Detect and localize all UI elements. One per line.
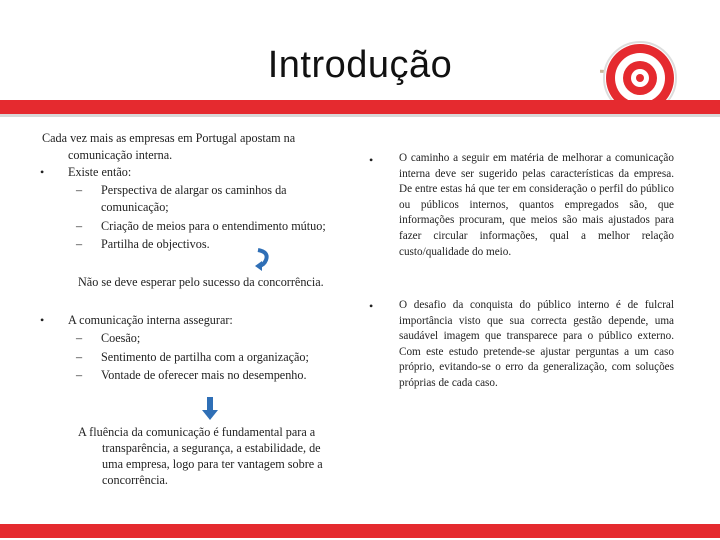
intro-line-2: comunicação interna. — [68, 148, 173, 162]
bottom-red-divider — [0, 524, 720, 538]
curved-arrow-icon — [255, 246, 271, 277]
bullet-dot: • — [40, 313, 45, 327]
fluencia-line-1: A fluência da comunicação é fundamental para a — [78, 425, 316, 439]
fluencia-line-4: concorrência. — [102, 473, 168, 487]
slide-title: Introdução — [267, 44, 453, 86]
sub-item-criacao: Criação de meios para o entendimento mútuo; — [101, 219, 326, 233]
sub-item-perspectiva-1: Perspectiva de alargar os caminhos da — [101, 183, 287, 197]
sub-item-vontade: Vontade de oferecer mais no desempenho. — [101, 368, 307, 382]
right-paragraph-1: O caminho a seguir em matéria de melhorar a comunicação interna deve ser sugerido pelas características da empresa. De entre estas há que ter em consideração o perfil do público ou públicos internos, quantos empregados são, que informações procuram, que meios são mais ajustados para fazer circular informações, qual a melhor relação custo/qualidade do meio. — [399, 152, 674, 258]
dash: – — [76, 350, 83, 364]
sub-item-partilha: Partilha de objectivos. — [101, 237, 210, 251]
dash: – — [76, 331, 83, 345]
dash: – — [76, 237, 83, 251]
top-red-divider — [0, 100, 720, 114]
dash: – — [76, 183, 83, 197]
sub-item-perspectiva-2: comunicação; — [101, 200, 169, 214]
bullet-dot: • — [40, 165, 45, 179]
dash: – — [76, 219, 83, 233]
bullet-dot: • — [369, 153, 374, 167]
intro-line-1: Cada vez mais as empresas em Portugal apostam na — [42, 131, 296, 145]
sub-item-sentimento: Sentimento de partilha com a organização; — [101, 350, 309, 364]
bullet-dot: • — [369, 299, 374, 313]
dash: – — [76, 368, 83, 382]
right-paragraph-2: O desafio da conquista do público interno é de fulcral importância visto que sua correcta gestão depende, uma saudável imagem que transparece para o público externo. Com este estudo pretende-se ajustar perguntas a um caso próprio, evitando-se o erro da generalização, com soluções próprias de cada caso. — [399, 299, 674, 389]
target-icon — [600, 28, 710, 143]
bullet-existe: Existe então: — [68, 165, 132, 179]
bullet-comunicacao: A comunicação interna assegurar: — [68, 313, 233, 327]
nao-se-deve-text: Não se deve esperar pelo sucesso da concorrência. — [78, 275, 324, 289]
down-arrow-icon — [202, 397, 218, 426]
top-grey-divider — [0, 114, 720, 117]
fluencia-line-2: transparência, a segurança, a estabilidade, de — [102, 441, 321, 455]
fluencia-line-3: uma empresa, logo para ter vantagem sobre a — [102, 457, 323, 471]
sub-item-coesao: Coesão; — [101, 331, 141, 345]
